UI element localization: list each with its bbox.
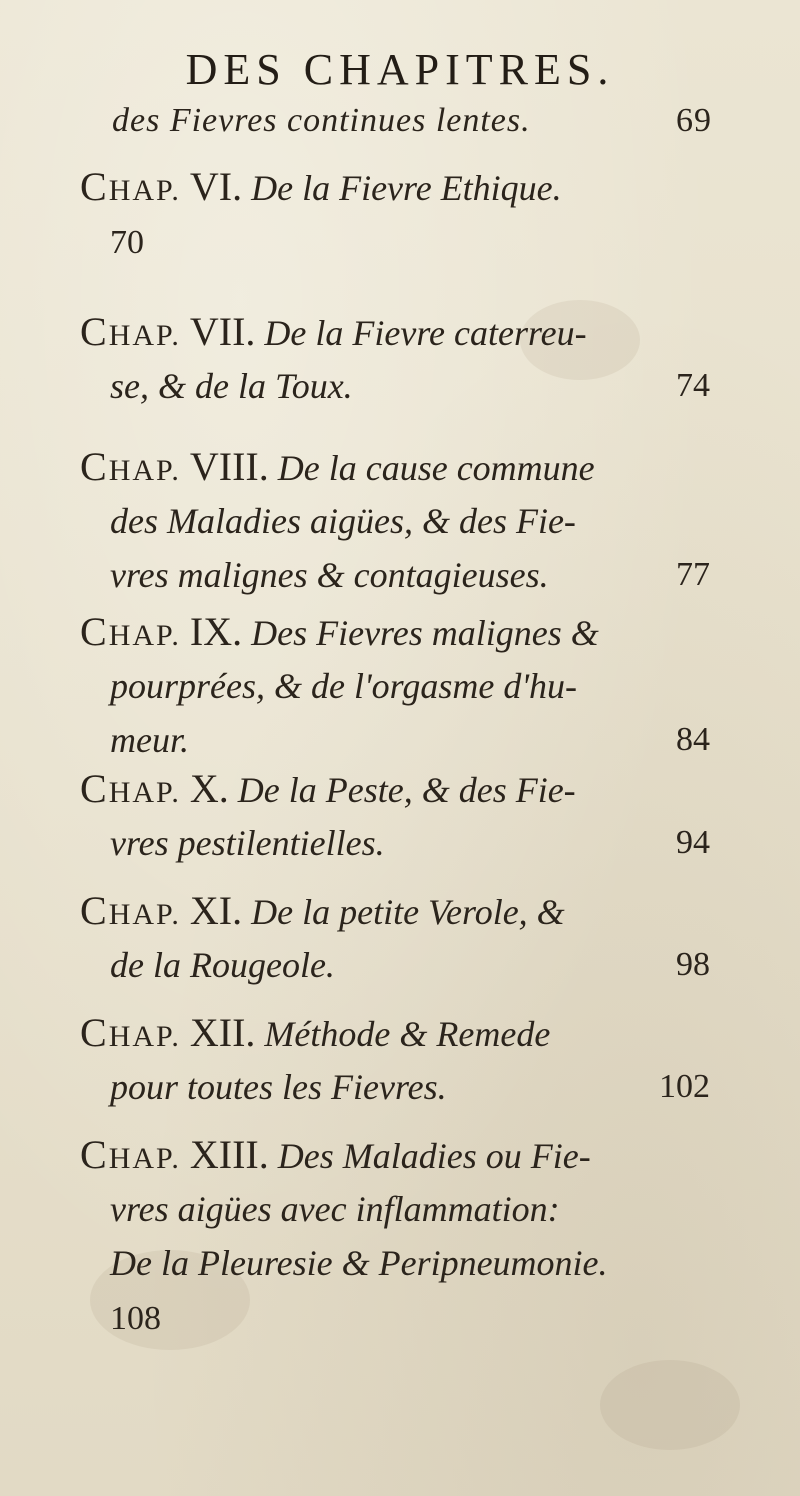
toc-entry (80, 762, 710, 870)
chapter-title-text: vres malignes & contagieuses. (110, 555, 549, 595)
chapter-label-initial: C (80, 1132, 109, 1177)
toc-entry-first-line (80, 1128, 700, 1182)
toc-entry-continuation-line (80, 1182, 700, 1236)
chapter-label-initial: C (80, 309, 109, 354)
page-number-line (80, 214, 700, 268)
chapter-label-initial: C (80, 766, 109, 811)
toc-entry-first-line (80, 1006, 700, 1060)
chapter-label (80, 888, 181, 933)
toc-entry-continuation-line (80, 1060, 710, 1114)
chapter-label (80, 309, 181, 354)
toc-entry (80, 1006, 710, 1114)
page-number: 70 (110, 224, 144, 261)
chapter-numeral: VII. (189, 309, 256, 354)
page-number: 84 (676, 721, 710, 758)
chapter-label (80, 766, 181, 811)
toc-entry (80, 1128, 700, 1344)
chapter-title-text: De la Fievre Ethique. (251, 168, 562, 208)
chapter-numeral: VIII. (189, 444, 269, 489)
page-number: 94 (676, 824, 710, 861)
page-number: 108 (110, 1300, 161, 1337)
chapter-numeral: XIII. (189, 1132, 269, 1177)
chapter-title-text: De la Pleuresie & Peripneumonie. (110, 1243, 608, 1283)
toc-entry (80, 160, 700, 268)
chapter-numeral: IX. (189, 609, 243, 654)
chapter-title-text: vres aigües avec inflammation: (110, 1189, 560, 1229)
toc-entry-continuation-line (80, 359, 710, 413)
chapter-numeral: XII. (189, 1010, 256, 1055)
chapter-label-rest: HAP. (108, 619, 181, 652)
chapter-title-text: De la Fievre caterreu- (264, 313, 587, 353)
subtitle-text: des Fievres continues lentes. (112, 102, 531, 139)
toc-entry-first-line (80, 762, 700, 816)
chapter-title-text: De la cause commune (277, 448, 595, 488)
toc-entry (80, 605, 710, 767)
chapter-label-rest: HAP. (108, 319, 181, 352)
chapter-title-text: Des Fievres malignes & (251, 613, 599, 653)
chapter-title-text: Des Maladies ou Fie- (277, 1136, 591, 1176)
chapter-label-rest: HAP. (108, 174, 181, 207)
toc-entry (80, 884, 710, 992)
toc-entry-continuation-line (80, 659, 700, 713)
chapter-label (80, 1132, 181, 1177)
subtitle-page-number: 69 (676, 102, 712, 139)
chapter-label-initial: C (80, 444, 109, 489)
page-number: 74 (676, 367, 710, 404)
chapter-title-text: pour toutes les Fievres. (110, 1067, 447, 1107)
chapter-title-text: des Maladies aigües, & des Fie- (110, 501, 576, 541)
chapter-title-text: de la Rougeole. (110, 945, 335, 985)
toc-entry-first-line (80, 305, 700, 359)
chapter-title-text: pourprées, & de l'orgasme d'hu- (110, 666, 578, 706)
chapter-label (80, 444, 181, 489)
toc-entry-continuation-line (80, 713, 710, 767)
chapter-label-rest: HAP. (108, 1142, 181, 1175)
running-title: DES CHAPITRES. (185, 45, 615, 94)
chapter-label-rest: HAP. (108, 454, 181, 487)
chapter-numeral: X. (189, 766, 229, 811)
toc-entry-continuation-line (80, 816, 710, 870)
page-number: 77 (676, 556, 710, 593)
chapter-title-text: meur. (110, 720, 189, 760)
chapter-title-text: De la petite Verole, & (251, 892, 565, 932)
chapter-label (80, 164, 181, 209)
chapter-label (80, 609, 181, 654)
chapter-title-text: Méthode & Remede (264, 1014, 551, 1054)
toc-entry-first-line (80, 440, 700, 494)
paper-stain (600, 1360, 740, 1450)
page-number-line (80, 1290, 700, 1344)
toc-entry-continuation-line (80, 494, 700, 548)
toc-entry-first-line (80, 605, 700, 659)
toc-entry (80, 440, 710, 602)
chapter-numeral: VI. (189, 164, 243, 209)
toc-entry (80, 305, 710, 413)
subtitle-line (112, 102, 712, 140)
chapter-label-rest: HAP. (108, 776, 181, 809)
chapter-title-text: se, & de la Toux. (110, 366, 353, 406)
toc-entry-continuation-line (80, 1236, 700, 1290)
chapter-label (80, 1010, 181, 1055)
chapter-title-text: vres pestilentielles. (110, 823, 385, 863)
page-number: 98 (676, 946, 710, 983)
chapter-numeral: XI. (189, 888, 243, 933)
toc-entry-first-line (80, 160, 700, 214)
toc-entry-first-line (80, 884, 700, 938)
toc-entry-continuation-line (80, 938, 710, 992)
chapter-label-rest: HAP. (108, 898, 181, 931)
chapter-label-rest: HAP. (108, 1020, 181, 1053)
page-number: 102 (659, 1068, 710, 1105)
chapter-label-initial: C (80, 164, 109, 209)
chapter-label-initial: C (80, 1010, 109, 1055)
chapter-label-initial: C (80, 888, 109, 933)
chapter-label-initial: C (80, 609, 109, 654)
chapter-title-text: De la Peste, & des Fie- (237, 770, 576, 810)
toc-entry-continuation-line (80, 548, 710, 602)
